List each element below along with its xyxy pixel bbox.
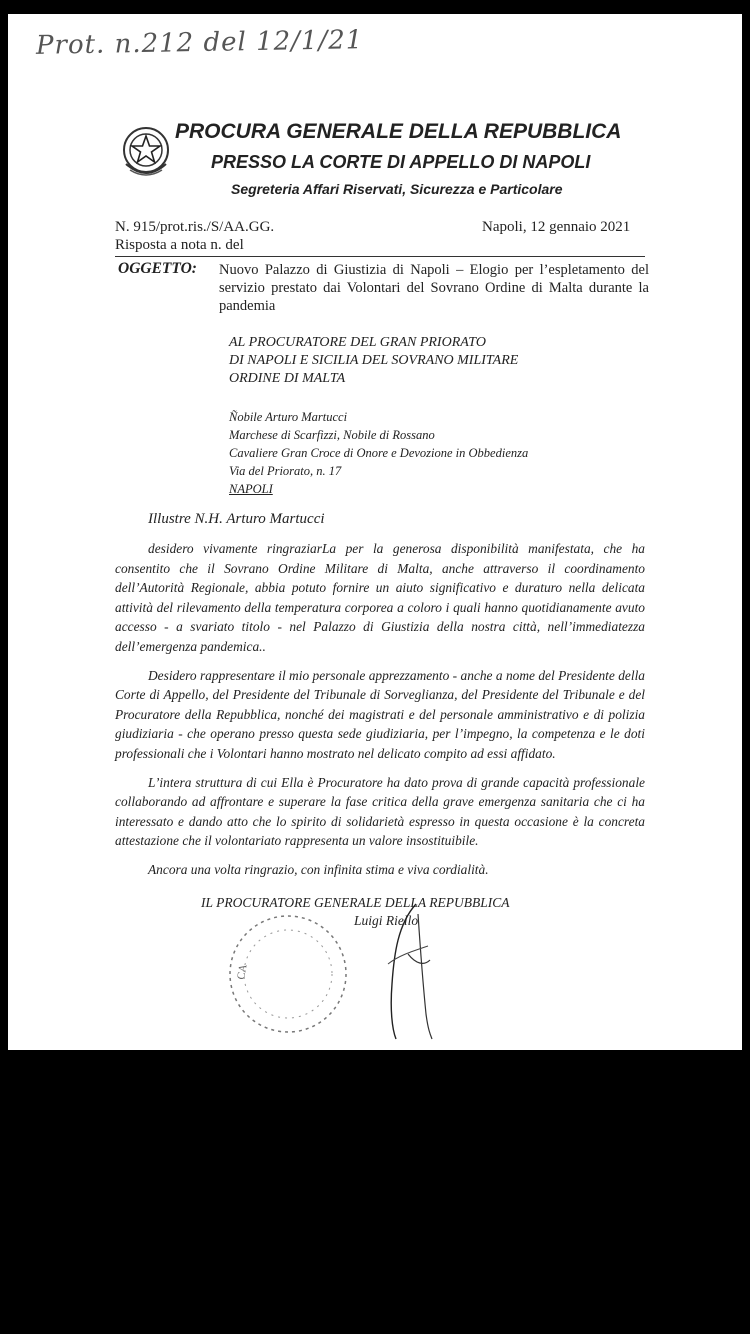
addressee-line: ORDINE DI MALTA xyxy=(229,371,346,386)
recipient-name: Ñobile Arturo Martucci xyxy=(229,410,348,424)
protocol-number: N. 915/prot.ris./S/AA.GG. xyxy=(115,219,275,235)
addressee-line: AL PROCURATORE DEL GRAN PRIORATO xyxy=(229,335,486,350)
department-title: Segreteria Affari Riservati, Sicurezza e Particolare xyxy=(231,181,563,197)
body-paragraph: Desidero rappresentare il mio personale apprezzamento - anche a nome del Presidente della Corte di Appello, del Presidente del Tribunale di Sorveglianza, del Presidente del Tribunale e del Procuratore della Repubblica, nonché dei magistrati e del personale amministrativo e di polizia giudiziaria - che operano presso questa sede giudiziaria, per l’impegno, la competenza e le doti professionali che i Volontari hanno mostrato nel delicato compito ad essi affidato. xyxy=(115,667,645,761)
letter-body xyxy=(115,539,645,880)
recipient-street: Via del Priorato, n. 17 xyxy=(229,464,342,478)
recipient-title: Cavaliere Gran Croce di Onore e Devozione in Obbedienza xyxy=(229,446,529,460)
subject-text: Nuovo Palazzo di Giustizia di Napoli – Elogio per l’espletamento del servizio prestato dai Volontari del Sovrano Ordine di Malta durante la pandemia xyxy=(219,262,649,314)
official-stamp-icon xyxy=(218,904,358,1044)
document-page xyxy=(8,14,742,1050)
divider xyxy=(115,256,645,257)
body-paragraph: L’intera struttura di cui Ella è Procuratore ha dato prova di grande capacità professionale collaborando ad affrontare e superare la fase critica della grave emergenza sanitaria che ci ha interessato e dando atto che lo spirito di solidarietà espresso in questa occasione è la concreta attestazione che il volontariato rappresenta un valore insostituibile. xyxy=(115,774,645,849)
addressee-block xyxy=(229,334,518,388)
handwritten-protocol-note: Prot. n.212 del 12/1/21 xyxy=(35,25,364,61)
addressee-line: DI NAPOLI E SICILIA DEL SOVRANO MILITARE xyxy=(229,353,519,368)
reply-reference: Risposta a nota n. del xyxy=(115,237,244,253)
place-date: Napoli, 12 gennaio 2021 xyxy=(482,219,631,235)
recipient-title: Marchese di Scarfizzi, Nobile di Rossano xyxy=(229,428,435,442)
office-title: PROCURA GENERALE DELLA REPUBBLICA xyxy=(175,120,622,143)
body-paragraph: desidero vivamente ringraziarLa per la generosa disponibilità manifestata, che ha consentito che il Sovrano Ordine Militare di Malta, anche attraverso il coordinamento dell’Autorità Regionale, abbia potuto fornire un aiuto significativo e duraturo nella delicata attività del rilevamento della temperatura corporea a coloro i quali hanno quotidianamente avuto accesso - a svariato titolo - nel Palazzo di Giustizia della nostra città, nell’immediatezza dell’emergenza pandemica.. xyxy=(115,541,645,654)
signatory-title: IL PROCURATORE GENERALE DELLA REPUBBLICA xyxy=(201,895,510,910)
recipient-block xyxy=(229,408,528,498)
stamp-text: CA xyxy=(235,963,250,981)
signatory-name: Luigi Riello xyxy=(354,913,419,928)
court-title: PRESSO LA CORTE DI APPELLO DI NAPOLI xyxy=(211,152,591,172)
salutation: Illustre N.H. Arturo Martucci xyxy=(148,511,325,527)
closing-line: Ancora una volta ringrazio, con infinita stima e viva cordialità. xyxy=(148,861,489,877)
italian-republic-emblem-icon xyxy=(120,120,172,184)
subject-label: OGGETTO: xyxy=(118,260,197,277)
recipient-city: NAPOLI xyxy=(229,482,273,496)
